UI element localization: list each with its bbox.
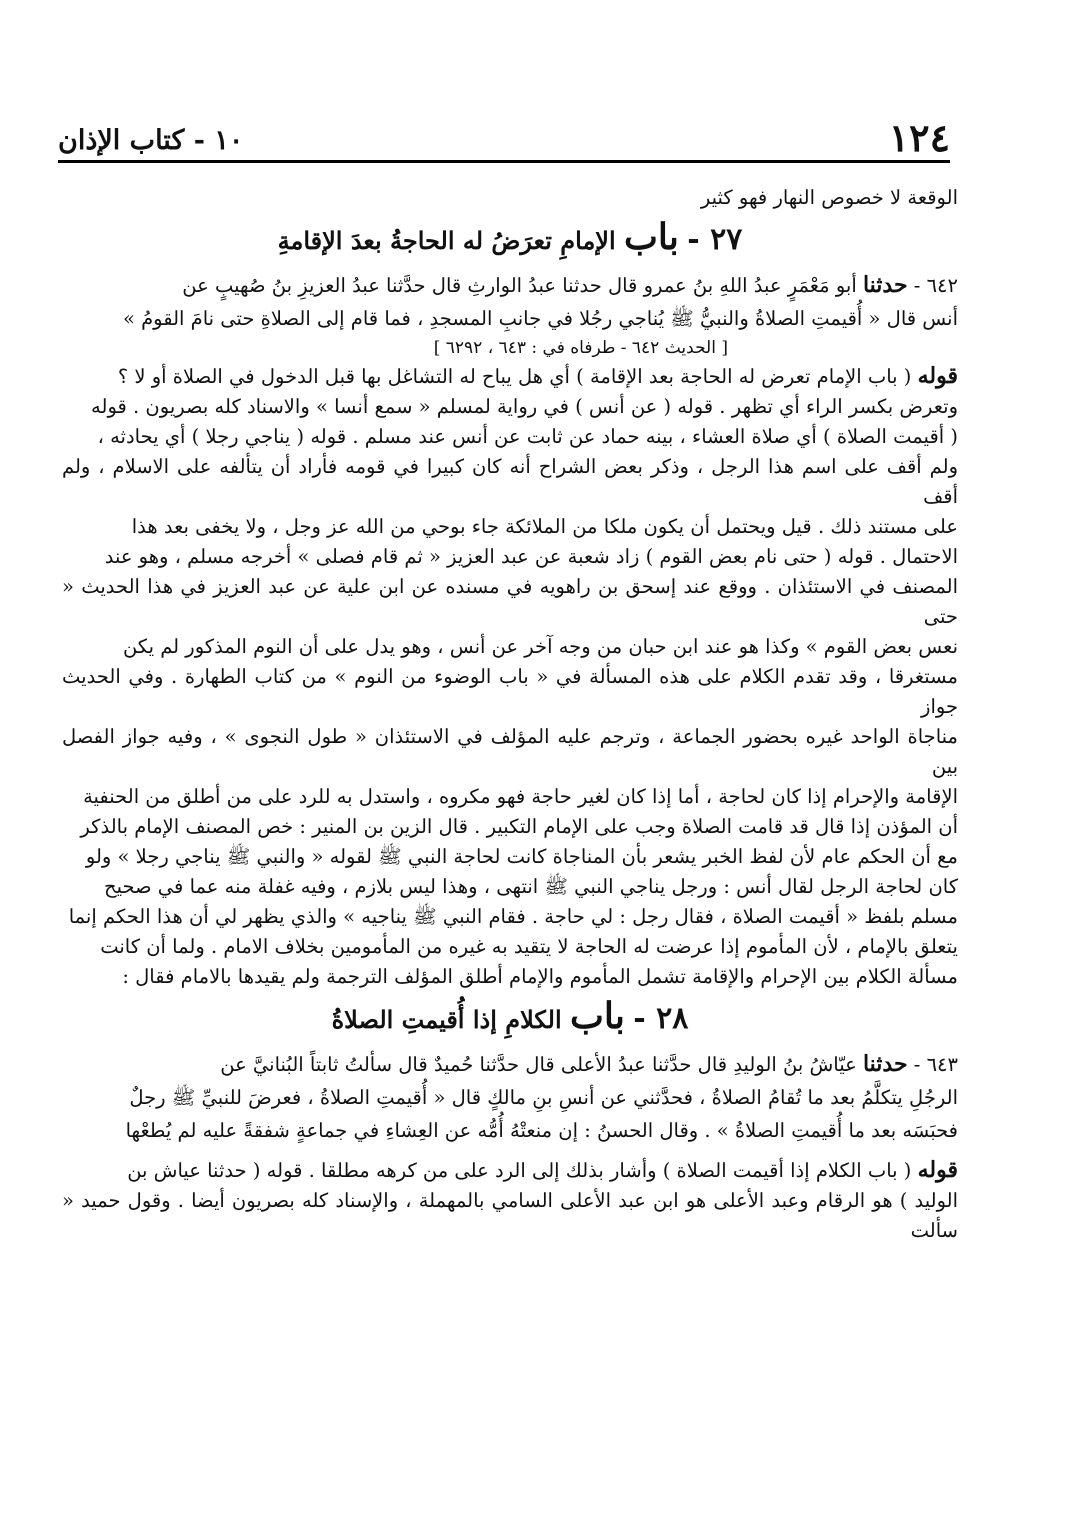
hadith-line: أنس قال « أُقيمتِ الصلاةُ والنبيُّ ﷺ يُناجي رجُلا في جانبِ المسجدِ ، فما قام إلى الصلاةِ حتى نامَ القومُ » (122, 307, 958, 330)
commentary-line: الاحتمال . قوله ( حتى نام بعض القوم ) زاد شعبة عن عبد العزيز « ثم قام فصلى » أخرجه مسلم ، وهو عند (104, 545, 958, 568)
commentary-line: مسلم بلفظ « أقيمت الصلاة ، فقال رجل : لي حاجة . فقام النبي ﷺ يناجيه » والذي يظهر لي أن هذا الحكم إنما (68, 905, 958, 928)
commentary-text: ( باب الكلام إذا أقيمت الصلاة ) وأشار بذلك إلى الرد على من كرهه مطلقا . قوله ( حدثنا عياش بن (127, 1159, 912, 1182)
commentary-line (62, 1155, 958, 1186)
commentary-line: مستغرقا ، وقد تقدم الكلام على هذه المسألة في « باب الوضوء من النوم » من كتاب الطهارة . وفي الحديث جواز (62, 665, 958, 718)
hadith-keyword: حدثنا (862, 1051, 908, 1077)
commentary-line: أن المؤذن إذا قال قد قامت الصلاة وجب على الإمام التكبير . قال الزين بن المنير : خص المصنف الإمام بالذكر (80, 815, 958, 838)
commentary-line: مع أن الحكم عام لأن لفظ الخبر يشعر بأن المناجاة كانت لحاجة النبي ﷺ لقوله « والنبي ﷺ يناجي رجلا » ولو (85, 845, 958, 868)
commentary-keyword: قوله (917, 1157, 958, 1183)
commentary-line: يتعلق بالإمام ، لأن المأموم إذا عرضت له الحاجة لا يتقيد به غيره من المأمومين بخلاف الامام . ولما أن كانت (100, 935, 958, 958)
commentary-line: المصنف في الاستئذان . ووقع عند إسحق بن راهويه في مسنده عن ابن علية عن عبد العزيز في هذا الحديث « حتى (62, 575, 958, 628)
commentary-section-1 (62, 361, 958, 992)
hadith-reference: [ الحديث ٦٤٢ - طرفاه في : ٦٤٣ ، ٦٢٩٢ ] (433, 338, 728, 358)
intro-line: الوقعة لا خصوص النهار فهو كثير (700, 186, 958, 209)
commentary-line: ولم أقف على اسم هذا الرجل ، وذكر بعض الشراح أنه كان كبيرا في قومه فأراد أن يتألفه على الاسلام ، ولم أقف (62, 455, 958, 508)
commentary-line: نعس بعض القوم » وكذا هو عند ابن حبان من وجه آخر عن أنس ، وهو يدل على أن النوم المذكور لم يكن (122, 635, 958, 658)
chapter-word: باب (624, 216, 679, 258)
hadith-number: ٦٤٣ - (913, 1053, 958, 1076)
commentary-line: الوليد ) هو الرقام وعبد الأعلى هو ابن عبد الأعلى السامي بالمهملة ، والإسناد كله بصريون أيضا . وقول حميد « سألت (62, 1189, 958, 1242)
commentary-line: مناجاة الواحد غيره بحضور الجماعة ، وترجم عليه المؤلف في الاستئذان « طول النجوى » ، وفيه جواز الفصل بين (62, 725, 958, 778)
commentary-line: وتعرض بكسر الراء أي تظهر . قوله ( عن أنس ) في رواية لمسلم « سمع أنسا » والاسناد كله بصريون . قوله (91, 395, 958, 418)
hadith-line: الرجُلِ يتكلَّمُ بعد ما تُقامُ الصلاةُ ، فحدَّثني عن أنسِ بنِ مالكٍ قال « أُقيمتِ الصلاةُ ، فعرضَ للنبيِّ ﷺ رجلٌ (129, 1086, 958, 1109)
hadith-642 (62, 269, 958, 361)
commentary-text: ( باب الإمام تعرض له الحاجة بعد الإقامة ) أي هل يباح له التشاغل بها قبل الدخول في الصلاة أو لا ؟ (117, 365, 912, 388)
book-title: ١٠ - كتاب الإذان (58, 125, 244, 156)
chapter-title: الكلامِ إذا أُقيمتِ الصلاةُ (331, 1005, 562, 1034)
chapter-number: ٢٨ - (633, 1001, 689, 1036)
chapter-heading-27 (62, 215, 958, 263)
hadith-line (62, 269, 958, 302)
chapter-word: باب (569, 995, 625, 1037)
spacer (62, 1147, 958, 1155)
hadith-keyword: حدثنا (862, 272, 908, 298)
commentary-keyword: قوله (917, 363, 958, 389)
chapter-title: الإمامِ تعرَضُ له الحاجةُ بعدَ الإقامةِ (277, 226, 616, 255)
header-rule (58, 160, 950, 163)
commentary-line: كان لحاجة الرجل لقال أنس : ورجل يناجي النبي ﷺ انتهى ، وهذا ليس بلازم ، وفيه غفلة منه عما في صحيح (103, 875, 958, 898)
commentary-line (62, 361, 958, 392)
commentary-line: الإقامة والإحرام إذا كان لحاجة ، أما إذا كان لغير حاجة فهو مكروه ، واستدل به للرد على من أطلق من الحنفية (83, 785, 958, 808)
chapter-heading-28 (62, 994, 958, 1042)
hadith-line: فحبَسَه بعد ما أُقيمتِ الصلاةُ » . وقال الحسنُ : إن منعتْهُ أُمُّه عن العِشاءِ في جماعةٍ شفقةً عليه لم يُطعْها (125, 1119, 958, 1142)
commentary-line: مسألة الكلام بين الإحرام والإقامة تشمل المأموم والإمام أطلق المؤلف الترجمة ولم يقيدها بالامام فقال : (122, 965, 958, 988)
page-content (62, 183, 958, 1246)
hadith-number: ٦٤٢ - (913, 274, 958, 297)
hadith-643 (62, 1048, 958, 1147)
commentary-line: ( أقيمت الصلاة ) أي صلاة العشاء ، بينه حماد عن ثابت عن أنس عند مسلم . قوله ( يناجي رجلا ) أي يحادثه ، (97, 425, 958, 448)
hadith-text: أبو مَعْمَرٍ عبدُ اللهِ بنُ عمرو قال حدثنا عبدُ الوارثِ قال حدَّثنا عبدُ العزيزِ بنُ صُهيبٍ عن (182, 274, 857, 297)
hadith-line (62, 1048, 958, 1081)
hadith-text: عيّاشُ بنُ الوليدِ قال حدَّثنا عبدُ الأعلى قال حدَّثنا حُميدٌ قال سألتُ ثابتاً البُنانيَّ عن (220, 1053, 857, 1076)
page-header (58, 115, 950, 160)
chapter-number: ٢٧ - (687, 222, 743, 257)
commentary-line: على مستند ذلك . قيل ويحتمل أن يكون ملكا من الملائكة جاء بوحي من الله عز وجل ، ولا يخفى بعد هذا (131, 515, 958, 538)
page-number: ١٢٤ (888, 115, 950, 160)
commentary-section-2 (62, 1155, 958, 1246)
